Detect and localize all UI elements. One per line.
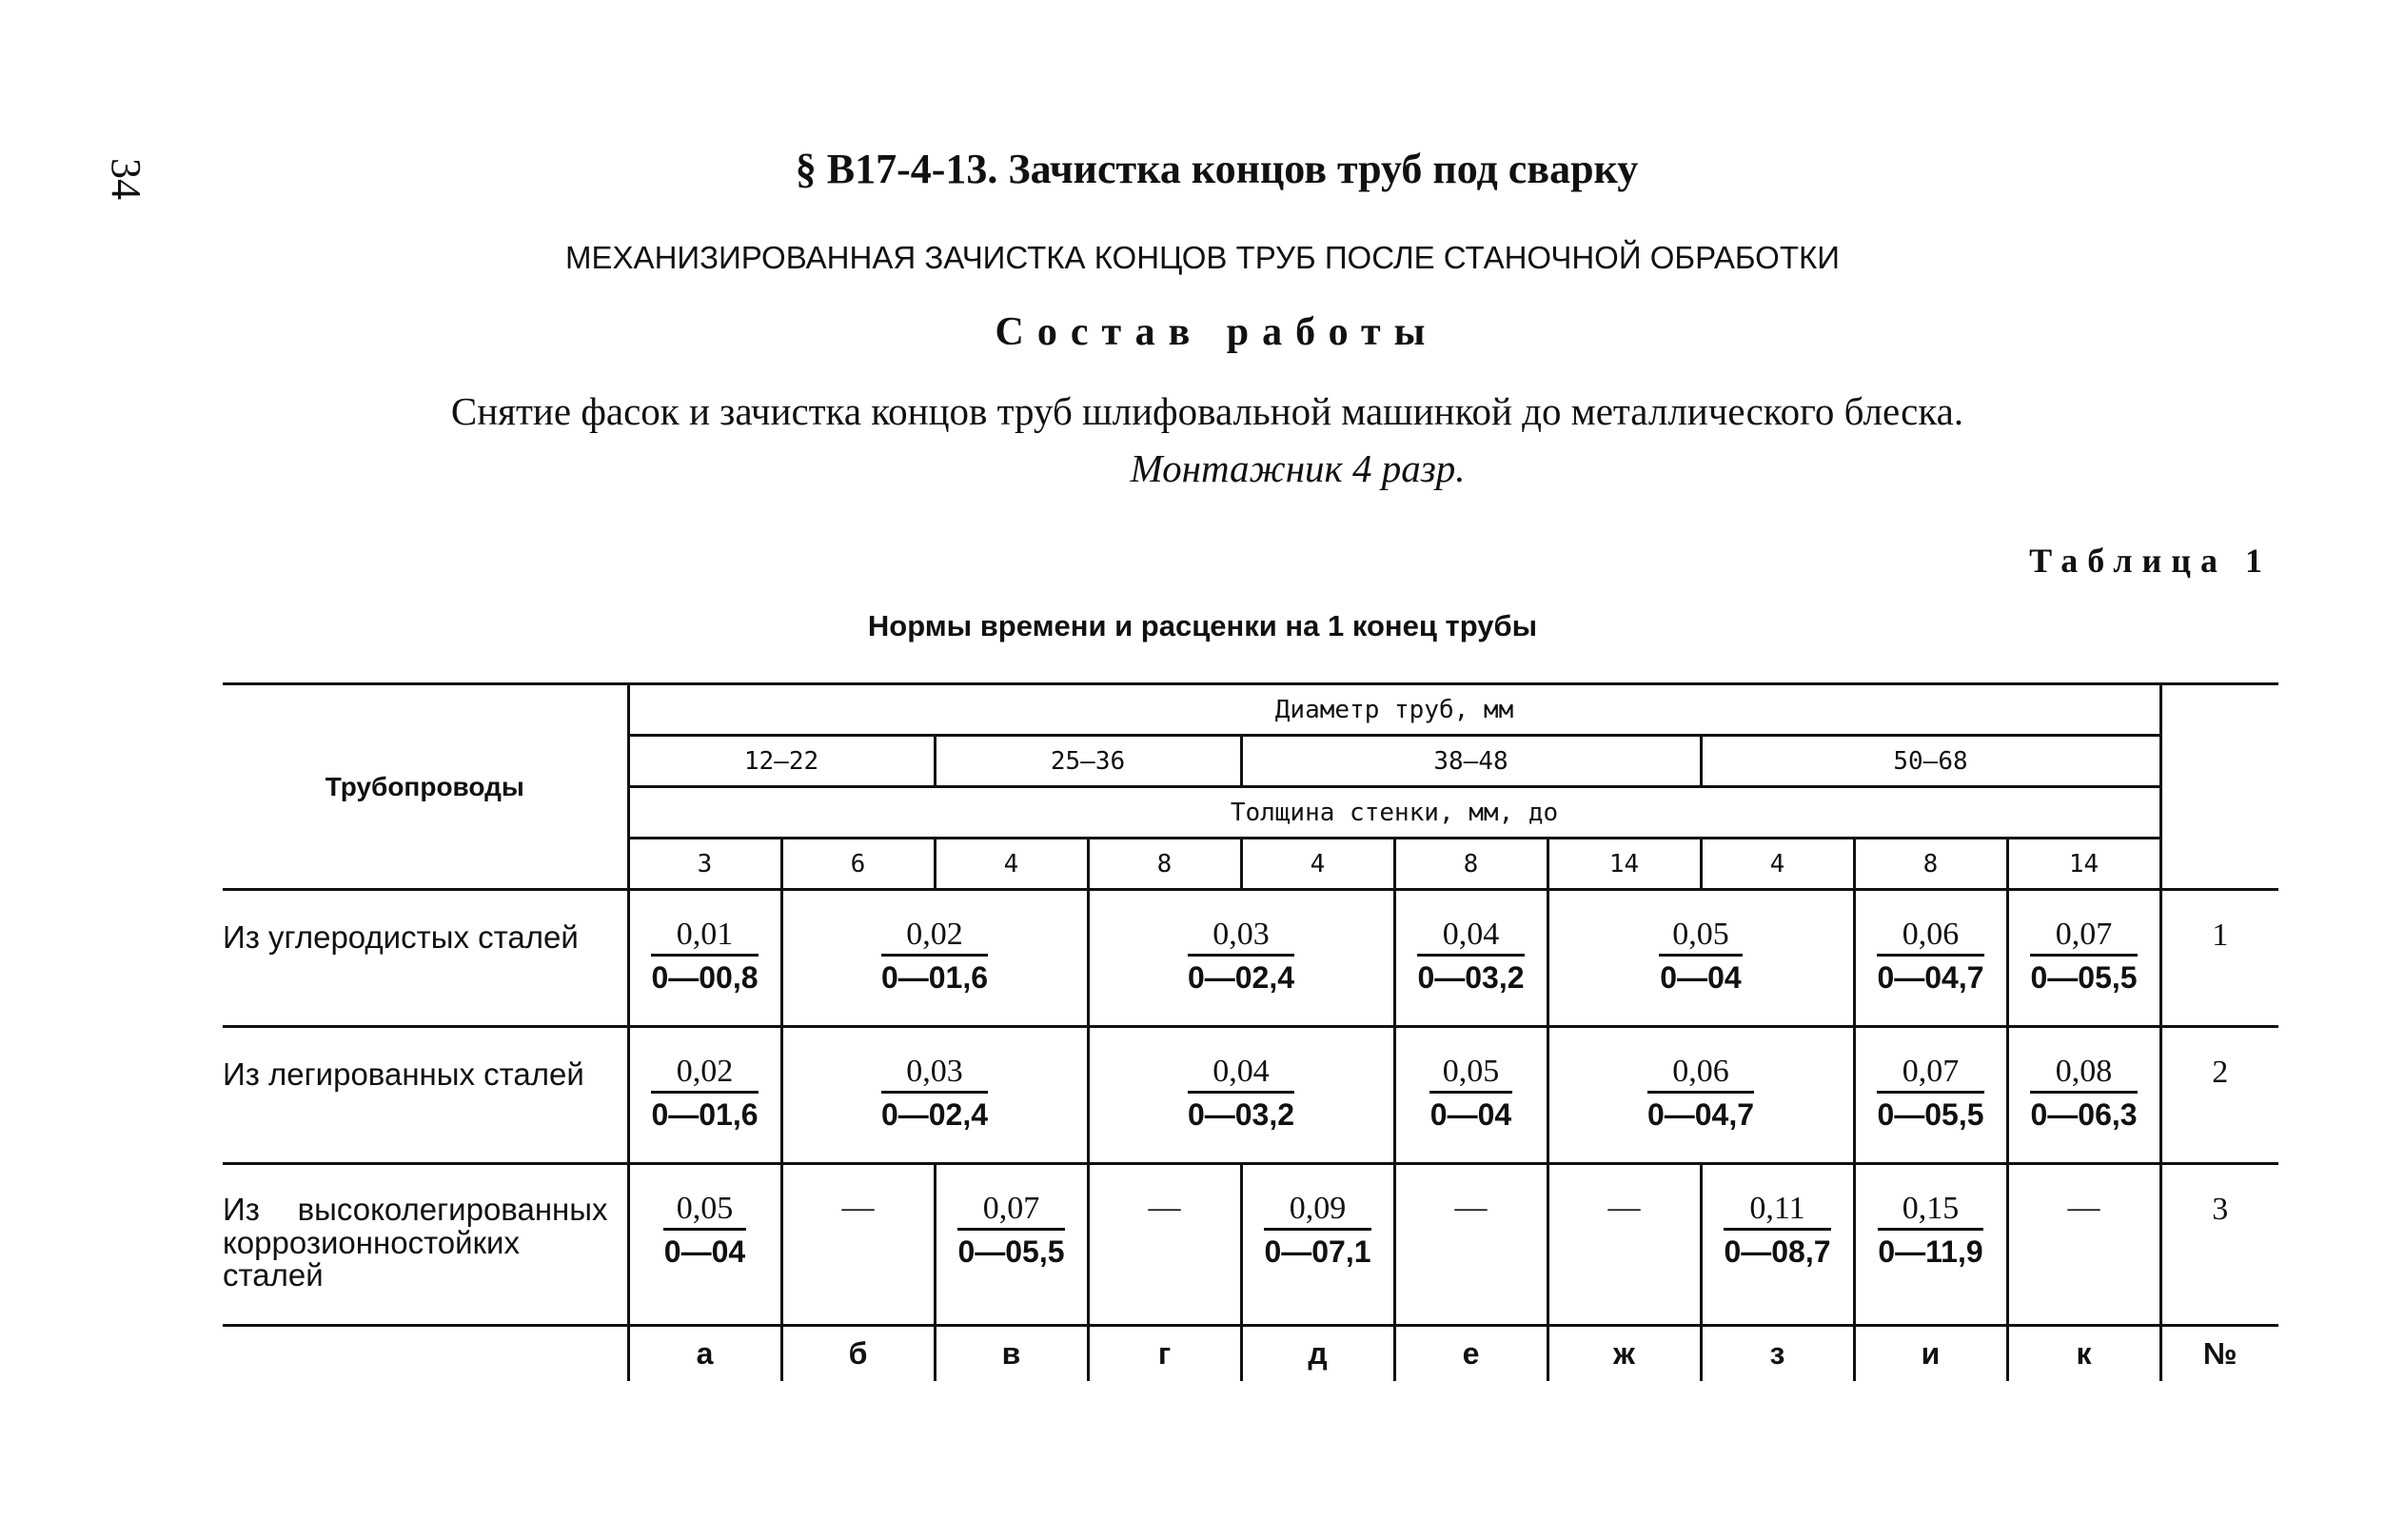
column-letter: и bbox=[1854, 1326, 2007, 1381]
rate-cell: $\frac{0,02}{0—01,6}$ bbox=[781, 890, 1088, 1027]
thickness-value: 4 bbox=[935, 839, 1088, 890]
diameter-group: 25—36 bbox=[935, 736, 1241, 787]
diameter-group: 12—22 bbox=[628, 736, 935, 787]
rate-cell: $\frac{0,06}{0—04,7}$ bbox=[1547, 1027, 1854, 1164]
column-letter: ж bbox=[1547, 1326, 1701, 1381]
diameter-group: 38—48 bbox=[1241, 736, 1701, 787]
thickness-value: 14 bbox=[2007, 839, 2160, 890]
rate-cell: $\frac{0,03}{0—02,4}$ bbox=[1088, 890, 1394, 1027]
number-header-cell bbox=[2160, 684, 2278, 890]
thickness-value: 3 bbox=[628, 839, 781, 890]
rates-table bbox=[223, 682, 2278, 1381]
section-subtitle: МЕХАНИЗИРОВАННАЯ ЗАЧИСТКА КОНЦОВ ТРУБ ПОСЛЕ СТАНОЧНОЙ ОБРАБОТКИ bbox=[565, 240, 1840, 275]
rate-cell: $\frac{0,07}{0—05,5}$ bbox=[2007, 890, 2160, 1027]
empty-rate-dash: — bbox=[1547, 1164, 1701, 1326]
section-title: § В17-4-13. Зачистка концов труб под сварку bbox=[795, 146, 1639, 192]
rate-cell: $\frac{0,15}{0—11,9}$ bbox=[1854, 1164, 2007, 1326]
row-number: 2 bbox=[2160, 1027, 2278, 1164]
thickness-value: 8 bbox=[1854, 839, 2007, 890]
column-letter: а bbox=[628, 1326, 781, 1381]
thickness-value: 4 bbox=[1701, 839, 1854, 890]
column-letters-row bbox=[223, 1326, 2278, 1381]
number-label: № bbox=[2202, 1335, 2237, 1371]
column-letter: з bbox=[1701, 1326, 1854, 1381]
table-label: Таблица 1 bbox=[2029, 542, 2272, 580]
rate-cell: $\frac{0,04}{0—03,2}$ bbox=[1394, 890, 1547, 1027]
composition-heading: Состав работы bbox=[995, 310, 1439, 354]
rate-cell: $\frac{0,03}{0—02,4}$ bbox=[781, 1027, 1088, 1164]
column-letter: г bbox=[1088, 1326, 1241, 1381]
row-name: Из высоколегированных коррозионностойких сталей bbox=[223, 1164, 628, 1326]
rate-cell: $\frac{0,01}{0—00,8}$ bbox=[628, 890, 781, 1027]
thickness-value: 8 bbox=[1394, 839, 1547, 890]
column-letter: е bbox=[1394, 1326, 1547, 1381]
row-name: Из легированных сталей bbox=[223, 1027, 628, 1164]
thickness-value: 8 bbox=[1088, 839, 1241, 890]
column-letter: б bbox=[781, 1326, 935, 1381]
thickness-value: 14 bbox=[1547, 839, 1701, 890]
rate-cell: $\frac{0,05}{0—04}$ bbox=[628, 1164, 781, 1326]
rate-cell: $\frac{0,06}{0—04,7}$ bbox=[1854, 890, 2007, 1027]
table-row bbox=[223, 1164, 2278, 1326]
diameter-header: Диаметр труб, мм bbox=[628, 684, 2160, 736]
rate-cell: $\frac{0,02}{0—01,6}$ bbox=[628, 1027, 781, 1164]
table-caption: Нормы времени и расценки на 1 конец трубы bbox=[867, 609, 1538, 642]
rate-cell: $\frac{0,11}{0—08,7}$ bbox=[1701, 1164, 1854, 1326]
column-letter: к bbox=[2007, 1326, 2160, 1381]
row-name: Из углеродистых сталей bbox=[223, 890, 628, 1027]
row-number: 3 bbox=[2160, 1164, 2278, 1326]
diameter-group: 50—68 bbox=[1701, 736, 2160, 787]
rate-cell: $\frac{0,07}{0—05,5}$ bbox=[1854, 1027, 2007, 1164]
worker-grade: Монтажник 4 разр. bbox=[1130, 446, 1466, 490]
letters-row-blank bbox=[223, 1326, 628, 1381]
table-row bbox=[223, 1027, 2278, 1164]
thickness-value: 6 bbox=[781, 839, 935, 890]
table-row bbox=[223, 890, 2278, 1027]
rate-cell: $\frac{0,08}{0—06,3}$ bbox=[2007, 1027, 2160, 1164]
thickness-header: Толщина стенки, мм, до bbox=[628, 787, 2160, 839]
composition-text: Снятие фасок и зачистка концов труб шлифовальной машинкой до металлического блеска. bbox=[450, 389, 1964, 433]
rate-cell: $\frac{0,07}{0—05,5}$ bbox=[935, 1164, 1088, 1326]
column-letter: в bbox=[935, 1326, 1088, 1381]
rate-cell: $\frac{0,05}{0—04}$ bbox=[1394, 1027, 1547, 1164]
empty-rate-dash: — bbox=[1394, 1164, 1547, 1326]
rate-cell: $\frac{0,09}{0—07,1}$ bbox=[1241, 1164, 1394, 1326]
column-letter: д bbox=[1241, 1326, 1394, 1381]
pipelines-header: Трубопроводы bbox=[223, 684, 628, 890]
empty-rate-dash: — bbox=[1088, 1164, 1241, 1326]
rate-cell: $\frac{0,05}{0—04}$ bbox=[1547, 890, 1854, 1027]
empty-rate-dash: — bbox=[2007, 1164, 2160, 1326]
rate-cell: $\frac{0,04}{0—03,2}$ bbox=[1088, 1027, 1394, 1164]
thickness-value: 4 bbox=[1241, 839, 1394, 890]
page-number: 34 bbox=[103, 158, 149, 200]
empty-rate-dash: — bbox=[781, 1164, 935, 1326]
row-number: 1 bbox=[2160, 890, 2278, 1027]
